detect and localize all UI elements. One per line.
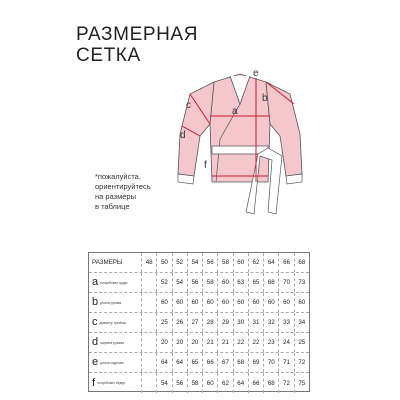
row-description: ширина рукава <box>100 340 124 345</box>
table-cell: 60 <box>156 293 171 312</box>
table-header-label: РАЗМЕРЫ <box>92 259 123 266</box>
size-header: 58 <box>217 253 232 272</box>
row-letter: d <box>92 336 99 348</box>
table-cell: 69 <box>248 353 263 372</box>
row-letter: c <box>92 316 98 328</box>
table-cell: 60 <box>172 293 187 312</box>
table-cell: 60 <box>233 293 248 312</box>
garment-right-cuff <box>286 174 302 184</box>
size-header: 60 <box>233 253 248 272</box>
table-cell: 23 <box>263 333 278 352</box>
table-cell: 21 <box>202 333 217 352</box>
table-cell: 30 <box>233 313 248 332</box>
measure-label-f: f <box>204 160 207 171</box>
size-table <box>88 252 310 392</box>
table-cell: 60 <box>248 293 263 312</box>
measure-label-b: b <box>262 93 268 104</box>
page-title <box>76 24 198 66</box>
row-letter: b <box>92 296 99 308</box>
row-label <box>89 353 141 372</box>
garment-left-sleeve <box>178 82 214 176</box>
size-header: 68 <box>294 253 309 272</box>
size-header: 48 <box>141 253 156 272</box>
table-cell: 72 <box>278 373 293 393</box>
row-letter: a <box>92 276 99 288</box>
table-cell: 60 <box>217 293 232 312</box>
table-cell: 62 <box>217 373 232 393</box>
table-cell: 60 <box>202 293 217 312</box>
table-cell: 66 <box>202 353 217 372</box>
note-line-1: *пожалуйста, <box>95 172 141 181</box>
table-row <box>89 293 309 313</box>
table-cell <box>141 313 156 332</box>
size-header: 56 <box>202 253 217 272</box>
table-cell: 52 <box>156 273 171 292</box>
table-cell <box>141 373 156 393</box>
table-cell: 20 <box>187 333 202 352</box>
size-header: 54 <box>187 253 202 272</box>
table-cell: 68 <box>233 353 248 372</box>
note-line-4: в таблице <box>95 202 130 211</box>
table-cell: 65 <box>187 353 202 372</box>
table-cell: 22 <box>248 333 263 352</box>
table-cell: 60 <box>263 293 278 312</box>
measure-label-a: a <box>232 106 238 117</box>
row-label <box>89 373 141 393</box>
table-header-row <box>89 253 309 273</box>
table-cell <box>141 273 156 292</box>
table-cell: 65 <box>248 273 263 292</box>
row-letter: e <box>92 356 99 368</box>
table-cell: 28 <box>202 313 217 332</box>
table-cell: 66 <box>248 373 263 393</box>
table-cell: 32 <box>263 313 278 332</box>
table-cell: 21 <box>217 333 232 352</box>
size-header: 52 <box>172 253 187 272</box>
title-line-2: СЕТКА <box>76 45 141 66</box>
row-label <box>89 293 141 312</box>
row-description: полуобхват груди <box>100 280 128 285</box>
table-cell: 64 <box>172 353 187 372</box>
table-cell: 63 <box>233 273 248 292</box>
table-cell: 60 <box>187 293 202 312</box>
table-cell: 56 <box>187 273 202 292</box>
measure-label-d: d <box>180 130 186 141</box>
table-cell: 54 <box>172 273 187 292</box>
table-cell: 20 <box>156 333 171 352</box>
garment-illustration <box>150 64 330 234</box>
table-cell: 67 <box>217 353 232 372</box>
table-cell: 25 <box>156 313 171 332</box>
row-label <box>89 333 141 352</box>
garment-left-cuff <box>178 174 194 184</box>
size-note <box>95 172 151 212</box>
row-label <box>89 313 141 332</box>
measure-label-c: c <box>186 100 191 111</box>
size-header: 62 <box>248 253 263 272</box>
table-cell: 25 <box>294 333 309 352</box>
table-cell: 68 <box>263 373 278 393</box>
size-header: 66 <box>278 253 293 272</box>
table-cell: 68 <box>263 273 278 292</box>
table-cell: 73 <box>294 273 309 292</box>
table-cell <box>141 293 156 312</box>
row-label <box>89 273 141 292</box>
table-cell: 56 <box>172 373 187 393</box>
note-line-2: ориентируйтесь <box>95 182 151 191</box>
row-description: диаметр проймы <box>99 320 127 325</box>
table-row <box>89 313 309 333</box>
size-header: 64 <box>263 253 278 272</box>
row-letter: f <box>92 376 96 389</box>
table-cell: 54 <box>156 373 171 393</box>
table-cell: 33 <box>278 313 293 332</box>
table-cell: 64 <box>156 353 171 372</box>
table-cell: 20 <box>172 333 187 352</box>
table-cell: 64 <box>233 373 248 393</box>
table-cell: 27 <box>187 313 202 332</box>
table-cell: 58 <box>202 273 217 292</box>
table-cell: 60 <box>294 293 309 312</box>
table-cell: 70 <box>278 273 293 292</box>
table-cell: 72 <box>294 353 309 372</box>
table-cell <box>141 333 156 352</box>
table-cell: 60 <box>278 293 293 312</box>
table-row <box>89 333 309 353</box>
title-line-1: РАЗМЕРНАЯ <box>76 24 199 45</box>
table-cell: 34 <box>294 313 309 332</box>
table-cell: 26 <box>172 313 187 332</box>
table-cell: 58 <box>187 373 202 393</box>
table-row <box>89 273 309 293</box>
table-cell: 22 <box>233 333 248 352</box>
table-cell: 70 <box>263 353 278 372</box>
table-cell: 75 <box>294 373 309 393</box>
row-description: длина изделия <box>100 360 124 365</box>
table-cell: 29 <box>217 313 232 332</box>
note-line-3: на размеры <box>95 192 136 201</box>
size-header: 50 <box>156 253 171 272</box>
row-description: длина рукава <box>100 300 122 305</box>
row-description: полуобхват бедер <box>97 381 126 385</box>
table-cell <box>141 353 156 372</box>
table-cell: 71 <box>278 353 293 372</box>
table-cell: 60 <box>217 273 232 292</box>
table-cell: 24 <box>278 333 293 352</box>
table-row <box>89 373 309 393</box>
table-cell: 60 <box>202 373 217 393</box>
table-row <box>89 353 309 373</box>
measure-label-e: e <box>253 68 259 79</box>
table-cell: 31 <box>248 313 263 332</box>
